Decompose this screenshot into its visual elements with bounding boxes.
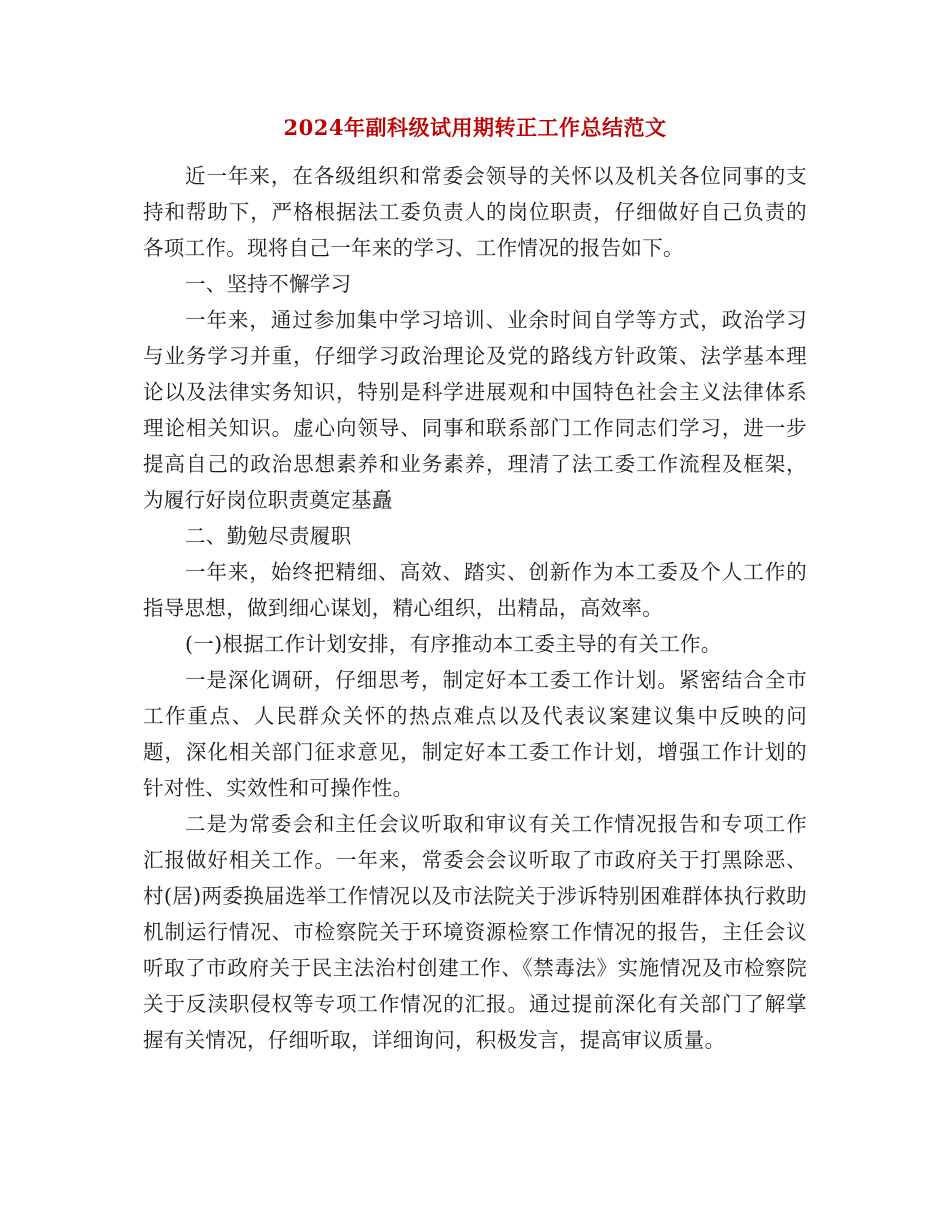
section-heading-study: 一、坚持不懈学习 xyxy=(185,272,352,296)
paragraph-duty: 一年来，始终把精细、高效、踏实、创新作为本工委及个人工作的指导思想，做到细心谋划，精心组织，出精品，高效率。 xyxy=(143,560,807,620)
paragraph-study: 一年来，通过参加集中学习培训、业余时间自学等方式，政治学习与业务学习并重，仔细学习政治理论及党的路线方针政策、法学基本理论以及法律实务知识，特别是科学进展观和中国特色社会主义法律体系理论相关知识。虚心向领导、同事和联系部门工作同志们学习，进一步提高自己的政治思想素养和业务素养，理清了法工委工作流程及框架，为履行好岗位职责奠定基矗 xyxy=(143,308,807,512)
document-page xyxy=(143,112,807,1058)
paragraph-research: 一是深化调研，仔细思考，制定好本工委工作计划。紧密结合全市工作重点、人民群众关怀的热点难点以及代表议案建议集中反映的问题，深化相关部门征求意见，制定好本工委工作计划，增强工作计划的针对性、实效性和可操作性。 xyxy=(143,668,807,800)
section-heading-duty: 二、勤勉尽责履职 xyxy=(185,524,352,548)
subsection-heading-plan: (一)根据工作计划安排，有序推动本工委主导的有关工作。 xyxy=(185,632,722,656)
paragraph-reports: 二是为常委会和主任会议听取和审议有关工作情况报告和专项工作汇报做好相关工作。一年来，常委会会议听取了市政府关于打黑除恶、村(居)两委换届选举工作情况以及市法院关于涉诉特别困难群体执行救助机制运行情况、市检察院关于环境资源检察工作情况的报告，主任会议听取了市政府关于民主法治村创建工作、《禁毒法》实施情况及市检察院关于反渎职侵权等专项工作情况的汇报。通过提前深化有关部门了解掌握有关情况，仔细听取，详细询问，积极发言，提高审议质量。 xyxy=(143,812,807,1052)
paragraph-intro: 近一年来，在各级组织和常委会领导的关怀以及机关各位同事的支持和帮助下，严格根据法工委负责人的岗位职责，仔细做好自己负责的各项工作。现将自己一年来的学习、工作情况的报告如下。 xyxy=(143,164,807,260)
document-title: 2024年副科级试用期转正工作总结范文 xyxy=(283,115,667,140)
